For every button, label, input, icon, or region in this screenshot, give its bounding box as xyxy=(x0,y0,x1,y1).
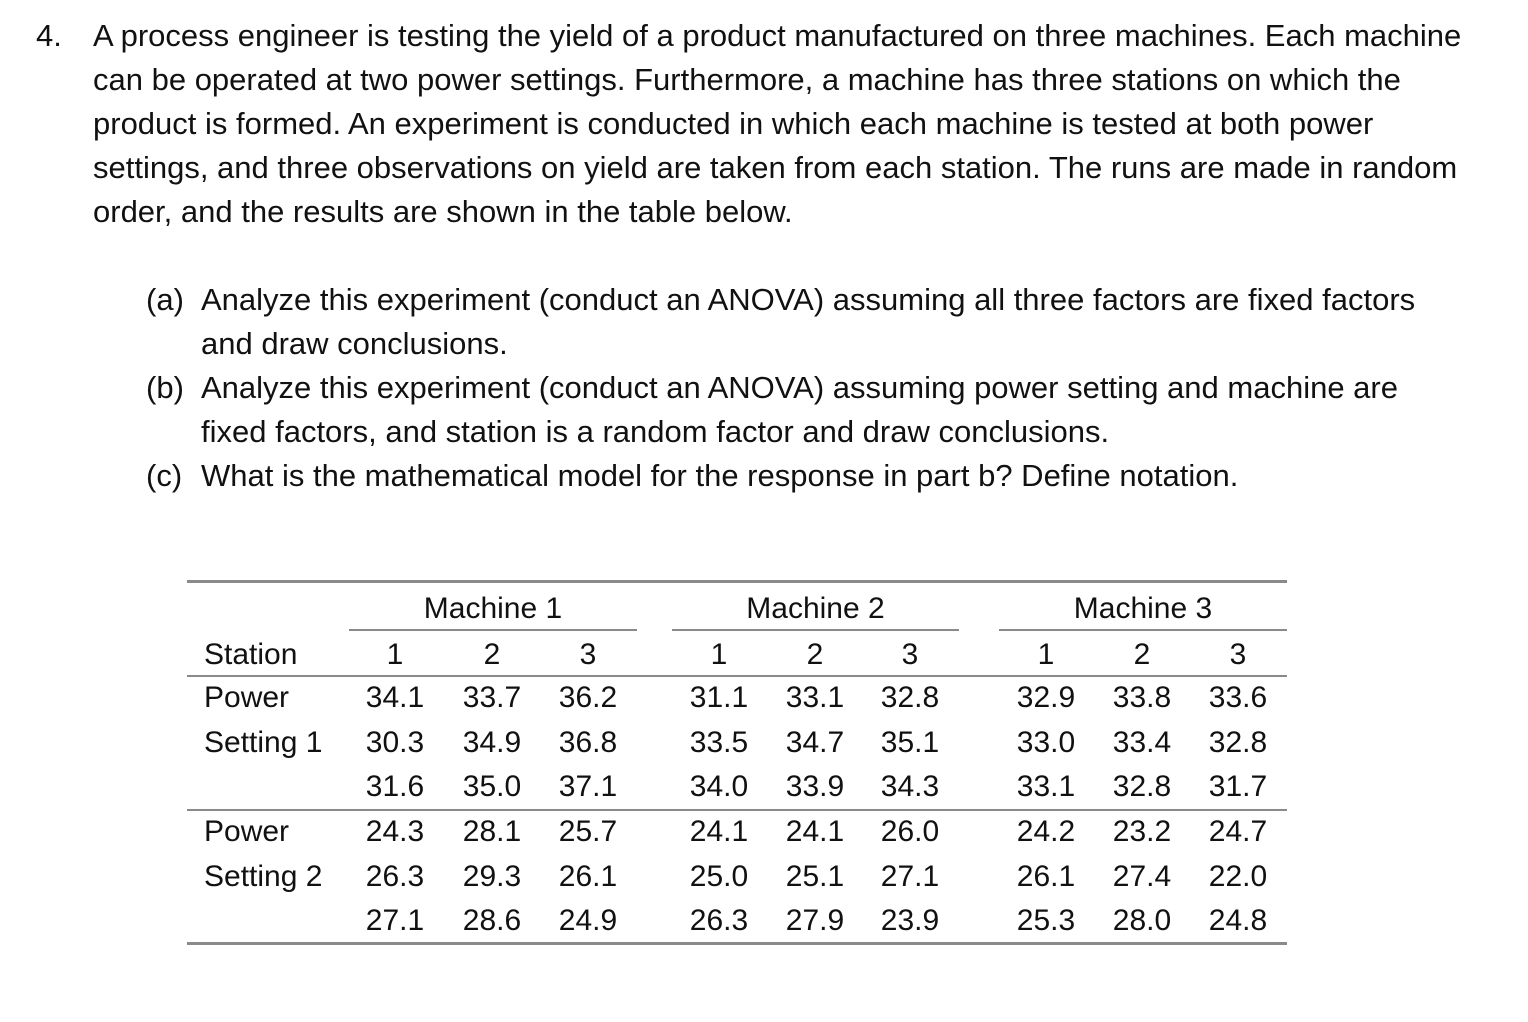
yield-value: 23.2 xyxy=(1112,815,1172,848)
yield-value: 25.1 xyxy=(785,860,845,893)
table-top-rule xyxy=(187,580,1287,583)
yield-value: 33.8 xyxy=(1112,681,1172,714)
yield-value: 29.3 xyxy=(462,860,522,893)
power-setting-label: Setting 2 xyxy=(204,860,323,893)
machine-2-underline xyxy=(672,629,959,631)
yield-value: 34.1 xyxy=(365,681,425,714)
yield-value: 33.0 xyxy=(1016,726,1076,759)
station-number: 2 xyxy=(1133,638,1151,671)
header-bottom-rule xyxy=(187,675,1287,677)
part-label: (b) xyxy=(146,370,184,405)
yield-value: 34.7 xyxy=(785,726,845,759)
station-number: 3 xyxy=(1229,638,1247,671)
yield-value: 27.1 xyxy=(880,860,940,893)
station-number: 1 xyxy=(710,638,728,671)
yield-value: 31.1 xyxy=(689,681,749,714)
yield-value: 34.0 xyxy=(689,770,749,803)
yield-value: 27.4 xyxy=(1112,860,1172,893)
yield-value: 34.9 xyxy=(462,726,522,759)
problem-text: A process engineer is testing the yield of a product manufactured on three machines. Each machine can be operated at two power settings. Furthermore, a machine has three stations on which the product is formed. An experiment is conducted in which each machine is tested at both power settings, and three observations on yield are taken from each station. The runs are made in random order, and the results are shown in the table below. xyxy=(93,18,1462,229)
part-label: (c) xyxy=(146,458,183,493)
yield-value: 35.0 xyxy=(462,770,522,803)
power-setting-label: Power xyxy=(204,815,290,848)
yield-value: 26.1 xyxy=(1016,860,1076,893)
yield-value: 33.4 xyxy=(1112,726,1172,759)
station-number: 3 xyxy=(901,638,919,671)
part-text: What is the mathematical model for the response in part b? Define notation. xyxy=(201,458,1239,493)
yield-value: 33.1 xyxy=(1016,770,1076,803)
part-text: Analyze this experiment (conduct an ANOVA) assuming all three factors are fixed factors and draw conclusions. xyxy=(201,282,1416,361)
yield-value: 27.1 xyxy=(365,904,425,937)
yield-value: 34.3 xyxy=(880,770,940,803)
yield-value: 28.0 xyxy=(1112,904,1172,937)
yield-value: 26.0 xyxy=(880,815,940,848)
yield-value: 36.2 xyxy=(558,681,618,714)
part-text: Analyze this experiment (conduct an ANOVA) assuming power setting and machine are fixed factors, and station is a random factor and draw conclusions. xyxy=(201,370,1398,449)
yield-value: 24.2 xyxy=(1016,815,1076,848)
station-number: 1 xyxy=(1037,638,1055,671)
part-c xyxy=(146,454,1466,498)
problem-statement xyxy=(36,14,1496,234)
yield-value: 33.5 xyxy=(689,726,749,759)
yield-value: 23.9 xyxy=(880,904,940,937)
yield-value: 24.3 xyxy=(365,815,425,848)
power-setting-label: Setting 1 xyxy=(204,726,323,759)
yield-value: 22.0 xyxy=(1208,860,1268,893)
machine-1-header: Machine 1 xyxy=(423,592,563,625)
machine-2-header: Machine 2 xyxy=(746,592,885,625)
yield-value: 26.3 xyxy=(689,904,749,937)
yield-value: 33.7 xyxy=(462,681,522,714)
station-number: 1 xyxy=(386,638,404,671)
yield-value: 25.7 xyxy=(558,815,618,848)
station-number: 2 xyxy=(483,638,501,671)
yield-value: 33.1 xyxy=(785,681,845,714)
power-divider-rule xyxy=(187,809,1287,811)
yield-value: 32.9 xyxy=(1016,681,1076,714)
yield-value: 31.7 xyxy=(1208,770,1268,803)
yield-value: 36.8 xyxy=(558,726,618,759)
yield-value: 33.6 xyxy=(1208,681,1268,714)
yield-value: 27.9 xyxy=(785,904,845,937)
power-setting-label: Power xyxy=(204,681,290,714)
yield-value: 24.7 xyxy=(1208,815,1268,848)
yield-data-table xyxy=(187,580,1287,950)
machine-3-underline xyxy=(999,629,1287,631)
yield-value: 32.8 xyxy=(1112,770,1172,803)
station-number: 2 xyxy=(806,638,824,671)
table-bottom-rule xyxy=(187,942,1287,945)
yield-value: 24.1 xyxy=(785,815,845,848)
station-number: 3 xyxy=(579,638,597,671)
yield-value: 24.8 xyxy=(1208,904,1268,937)
station-label: Station xyxy=(204,638,298,671)
problem-parts xyxy=(146,278,1466,498)
yield-value: 24.9 xyxy=(558,904,618,937)
yield-value: 33.9 xyxy=(785,770,845,803)
yield-value: 35.1 xyxy=(880,726,940,759)
yield-value: 24.1 xyxy=(689,815,749,848)
yield-value: 32.8 xyxy=(880,681,940,714)
part-b xyxy=(146,366,1466,454)
yield-value: 25.0 xyxy=(689,860,749,893)
part-label: (a) xyxy=(146,282,184,317)
machine-3-header: Machine 3 xyxy=(1073,592,1213,625)
yield-value: 31.6 xyxy=(365,770,425,803)
yield-value: 26.1 xyxy=(558,860,618,893)
problem-number: 4. xyxy=(36,18,62,53)
part-a xyxy=(146,278,1466,366)
yield-value: 28.1 xyxy=(462,815,522,848)
yield-value: 28.6 xyxy=(462,904,522,937)
yield-value: 26.3 xyxy=(365,860,425,893)
yield-value: 32.8 xyxy=(1208,726,1268,759)
yield-value: 37.1 xyxy=(558,770,618,803)
yield-value: 30.3 xyxy=(365,726,425,759)
machine-1-underline xyxy=(349,629,637,631)
yield-value: 25.3 xyxy=(1016,904,1076,937)
